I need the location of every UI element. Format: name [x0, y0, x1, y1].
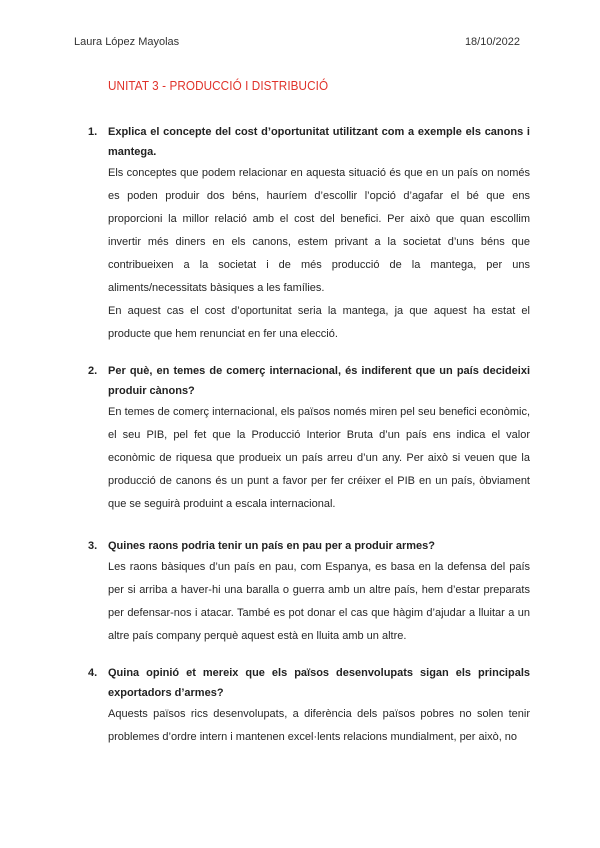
question-title: Quina opinió et mereix que els països desenvolupats sigan els principals exportadors d’armes?	[108, 667, 530, 699]
answer-paragraph: Aquests països rics desenvolupats, a diferència dels països pobres no solen tenir problemes d’ordre intern i mantenen excel·lents relacions mundialment, per això, no	[108, 708, 530, 743]
question-number: 3.	[88, 540, 98, 552]
question-4	[88, 663, 530, 749]
page-header	[74, 36, 520, 48]
question-2	[88, 361, 530, 516]
document-title: UNITAT 3 - PRODUCCIÓ I DISTRIBUCIÓ	[108, 78, 329, 93]
question-title: Quines raons podria tenir un país en pau per a produir armes?	[108, 540, 436, 552]
answer-paragraph: Les raons bàsiques d’un país en pau, com Espanya, es basa en la defensa del país per si arriba a haver-hi una baralla o guerra amb un altre país, hem d’estar preparats per defensar-nos i atacar. També es pot donar el cas que hàgim d’ajudar a lluitar a un altre país company perquè aquest està en lluita amb un altre.	[108, 561, 530, 642]
question-title: Explica el concepte del cost d’oportunitat utilitzant com a exemple els canons i mantega.	[108, 126, 530, 158]
answer-paragraph: Els conceptes que podem relacionar en aquesta situació és que en un país on només es poden produir dos béns, hauríem d’escollir l’opció d’agafar el bé que ens proporcioni la millor relació amb el cost del benefici. Per això que quan escollim invertir més diners en els canons, estem privant a la societat d’uns béns que contribueixen a la societat i de més producció de la mantega, per uns aliments/necessitats bàsiques a les famílies.	[108, 167, 530, 294]
author-name: Laura López Mayolas	[74, 36, 180, 48]
question-title: Per què, en temes de comerç internacional, és indiferent que un país decideixi produir cànons?	[108, 365, 530, 397]
question-number: 2.	[88, 365, 98, 377]
question-1	[88, 122, 530, 346]
answer-paragraph: En aquest cas el cost d’oportunitat seria la mantega, ja que aquest ha estat el producte que hem renunciat en fer una elecció.	[108, 305, 530, 340]
question-3	[88, 536, 530, 648]
question-number: 1.	[88, 126, 98, 138]
question-list	[88, 122, 530, 743]
document-date: 18/10/2022	[464, 36, 520, 48]
answer-paragraph: En temes de comerç internacional, els països només miren pel seu benefici econòmic, el seu PIB, pel fet que la Producció Interior Bruta d’un país ens indica el valor econòmic de riquesa que produeix un país arreu d’un any. Per això si veuen que la producció de canons és un punt a favor per fer créixer el PIB en un país, òbviament que se seguirà produint a escala internacional.	[108, 406, 530, 510]
question-number: 4.	[88, 667, 98, 679]
